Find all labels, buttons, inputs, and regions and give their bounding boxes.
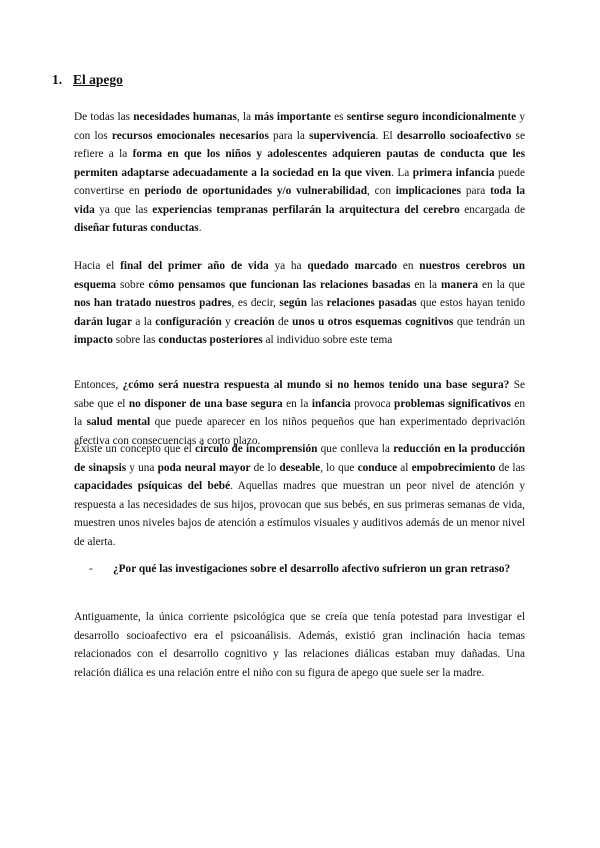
text-run: , es decir, bbox=[231, 297, 280, 309]
text-run: sobre bbox=[116, 278, 149, 291]
bold-text-run: conduce bbox=[357, 461, 398, 474]
text-run: de bbox=[274, 315, 293, 328]
bold-text-run: supervivencia bbox=[309, 129, 376, 142]
text-run: puede convertirse en bbox=[74, 166, 525, 197]
text-run: ya que las bbox=[94, 203, 153, 216]
text-run: que estos hayan tenido bbox=[416, 297, 525, 309]
text-run: de las bbox=[495, 461, 525, 474]
section-heading bbox=[52, 72, 123, 88]
text-run: al individuo sobre este tema bbox=[262, 334, 393, 346]
text-run: de lo bbox=[250, 461, 280, 474]
text-run: es bbox=[330, 111, 347, 123]
text-run: para la bbox=[268, 129, 310, 142]
bold-text-run: quedado marcado bbox=[307, 260, 398, 272]
paragraph-necesidades bbox=[74, 108, 525, 238]
text-run: en la bbox=[74, 397, 525, 428]
text-run: Entonces, bbox=[74, 379, 123, 391]
bold-text-run: nos han tratado nuestros padres bbox=[74, 297, 232, 309]
text-run: las bbox=[307, 297, 327, 309]
text-run: en la bbox=[282, 397, 312, 410]
text-run: en la bbox=[410, 278, 442, 291]
text-run: . La bbox=[391, 166, 413, 179]
bold-text-run: reducción en la producción de sinapsis bbox=[74, 443, 526, 474]
text-run: De todas las bbox=[74, 111, 134, 123]
bold-text-run: deseable bbox=[279, 461, 321, 474]
bold-text-run: problemas significativos bbox=[394, 397, 511, 410]
bold-text-run: darán lugar bbox=[74, 315, 132, 328]
bold-text-run: círculo de incomprensión bbox=[195, 443, 318, 455]
bullet-question bbox=[90, 560, 525, 579]
bold-text-run: capacidades psíquicas del bebé bbox=[74, 480, 231, 492]
text-run: en la que bbox=[478, 278, 525, 291]
text-run: y bbox=[221, 315, 235, 328]
bullet-marker: - bbox=[89, 563, 93, 575]
bold-text-run: toda la vida bbox=[74, 185, 526, 216]
text-run: . bbox=[198, 222, 202, 234]
bold-text-run: sentirse seguro incondicionalmente bbox=[346, 111, 517, 123]
text-run: que puede aparecer en los niños pequeños que han experimentado deprivación afectiva con consecuencias a corto plazo. bbox=[74, 416, 525, 447]
paragraph-circulo-incomprension bbox=[74, 440, 525, 551]
text-run: . Aquellas madres que muestran un peor nivel de atención y respuesta a las necesidades de sus hijos, provocan que sus bebés, en sus primeras semanas de vida, muestren unos niveles bajos de atención a estímulos visuales y auditivos además de un menor nivel de alerta. bbox=[74, 480, 525, 548]
text-run: para bbox=[461, 185, 491, 197]
bullet-question-text: ¿Por qué las investigaciones sobre el desarrollo afectivo sufrieron un gran retraso? bbox=[113, 563, 511, 575]
text-run: se refiere a la bbox=[74, 129, 525, 160]
text-run: al bbox=[397, 461, 412, 474]
bold-text-run: no disponer de una base segura bbox=[128, 397, 283, 410]
bold-text-run: ¿cómo será nuestra respuesta al mundo si no hemos tenido una base segura? bbox=[122, 379, 510, 391]
bold-text-run: configuración bbox=[155, 315, 222, 328]
text-run: , lo que bbox=[320, 461, 358, 474]
bold-text-run: salud mental bbox=[86, 416, 151, 428]
bold-text-run: recursos emocionales necesarios bbox=[111, 129, 269, 142]
text-run: , con bbox=[367, 185, 396, 197]
text-run: en bbox=[397, 260, 420, 272]
bold-text-run: relaciones pasadas bbox=[326, 297, 417, 309]
paragraph-base-segura bbox=[74, 376, 525, 450]
bold-text-run: final del primer año de vida bbox=[120, 260, 269, 272]
text-run: . El bbox=[375, 129, 397, 142]
bold-text-run: poda neural mayor bbox=[157, 461, 251, 474]
bold-text-run: unos u otros esquemas cognitivos bbox=[292, 315, 454, 328]
bold-text-run: según bbox=[279, 297, 308, 309]
bold-text-run: impacto bbox=[74, 334, 113, 346]
bold-text-run: experiencias tempranas perfilarán la arquitectura del cerebro bbox=[152, 203, 460, 216]
text-run: Antiguamente, la única corriente psicológica que se creía que tenía potestad para investigar el desarrollo socioafectivo era el psicoanálisis. Además, existió gran inclinación hacia temas relacionados con el desarrollo cognitivo y las relaciones diálicas estaban muy dañadas. Una relación diálica es una relación entre el niño con su figura de apego que suele ser la madre. bbox=[74, 611, 525, 679]
text-run: sobre las bbox=[112, 334, 159, 346]
bold-text-run: implicaciones bbox=[395, 185, 462, 197]
bold-text-run: necesidades humanas bbox=[133, 111, 237, 123]
bold-text-run: nuestros cerebros un esquema bbox=[74, 260, 526, 291]
section-title: El apego bbox=[73, 72, 123, 87]
bold-text-run: más importante bbox=[254, 111, 331, 123]
bold-text-run: diseñar futuras conductas bbox=[74, 222, 199, 234]
text-run: Se sabe que el bbox=[74, 379, 526, 410]
text-run: provoca bbox=[350, 397, 395, 410]
text-run: y con los bbox=[74, 111, 525, 142]
bold-text-run: empobrecimiento bbox=[411, 461, 496, 474]
paragraph-antiguamente bbox=[74, 608, 525, 682]
text-run: Existe un concepto que el bbox=[74, 443, 196, 455]
bold-text-run: conductas posteriores bbox=[158, 334, 263, 346]
bold-text-run: infancia bbox=[311, 397, 351, 410]
bold-text-run: periodo de oportunidades y/o vulnerabilidad bbox=[144, 185, 368, 197]
paragraph-primer-ano bbox=[74, 257, 525, 350]
bold-text-run: primera infancia bbox=[412, 166, 495, 179]
text-run: encargada de bbox=[459, 203, 525, 216]
bold-text-run: manera bbox=[441, 278, 479, 291]
text-run: a la bbox=[131, 315, 156, 328]
bold-text-run: creación bbox=[234, 315, 275, 328]
text-run: ya ha bbox=[268, 260, 308, 272]
text-run: que tendrán un bbox=[453, 315, 526, 328]
text-run: Hacia el bbox=[74, 260, 121, 272]
bold-text-run: cómo pensamos que funcionan las relaciones basadas bbox=[148, 278, 411, 291]
bold-text-run: desarrollo socioafectivo bbox=[396, 129, 512, 142]
text-run: que conlleva la bbox=[317, 443, 394, 455]
section-number: 1. bbox=[52, 72, 63, 87]
text-run: y una bbox=[126, 461, 158, 474]
bold-text-run: forma en que los niños y adolescentes adquieren pautas de conducta que les permiten adaptarse adecuadamente a la sociedad en la que viven bbox=[74, 148, 525, 179]
text-run: , la bbox=[236, 111, 255, 123]
